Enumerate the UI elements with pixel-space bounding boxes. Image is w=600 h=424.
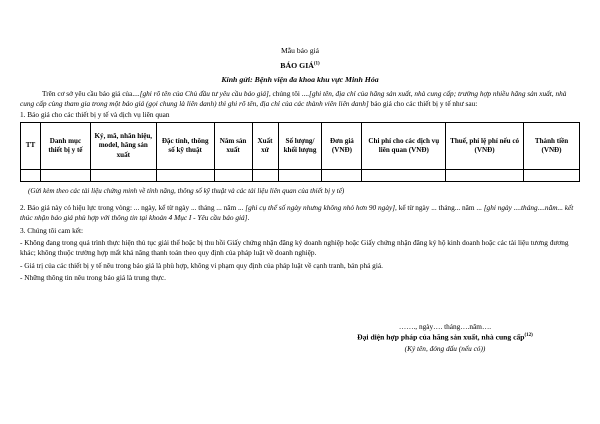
table-cell [40,169,90,181]
col-header-tt: TT [21,122,41,169]
table-cell [362,169,446,181]
table-cell [21,169,41,181]
table-cell [90,169,156,181]
col-header-model: Ký, mã, nhãn hiệu, model, hãng sản xuất [90,122,156,169]
representative-title [310,332,580,343]
intro-text-1: Trên cơ sở yêu cầu báo giá của.... [42,88,140,98]
form-name: Mẫu báo giá [281,46,319,55]
section-2-text-c: , kể từ ngày ... tháng... năm ... [395,203,484,213]
section-2-text-e: . [247,213,250,223]
representative-title-text: Đại diện hợp pháp của hãng sản xuất, nhà cung cấp [357,332,525,342]
table-cell [278,169,322,181]
intro-paragraph [20,89,580,110]
commitment-item: - Những thông tin nêu trong báo giá là trung thực. [20,273,166,283]
quote-table [20,122,580,182]
col-header-total: Thành tiền (VNĐ) [524,122,580,169]
col-header-service-cost: Chi phí cho các dịch vụ liên quan (VNĐ) [362,122,446,169]
col-header-specs: Đặc tính, thông số kỹ thuật [156,122,214,169]
col-header-tax: Thuế, phí lệ phí nếu có (VNĐ) [446,122,524,169]
intro-text-3: , chúng tôi .... [268,88,309,98]
signature-date-line: ……., ngày…. tháng….năm…. [398,322,492,331]
table-header-row [21,122,580,169]
signature-block [310,322,580,354]
table-note: (Gửi kèm theo các tài liệu chứng minh về tính năng, thông số kỹ thuật và các tài liệu liên quan của thiết bị y tế) [28,186,345,195]
col-header-device: Danh mục thiết bị y tế [40,122,90,169]
commitment-item: - Giá trị của các thiết bị y tế nêu trong báo giá là phù hợp, không vi phạm quy định của pháp luật về cạnh tranh, bán phá giá. [20,260,383,270]
table-cell [156,169,214,181]
title-footnote: (1) [313,61,320,67]
signature-instruction: (Ký tên, đóng dấu (nếu có)) [404,343,486,353]
col-header-origin: Xuất xứ [252,122,278,169]
section-2-text-d: [ghi ngày ....tháng....năm... kết thúc nhận báo giá phù hợp với thông tin tại khoản 4 Mục I - Yêu cầu báo giá] [20,203,574,223]
section-3-heading: 3. Chúng tôi cam kết: [20,225,84,235]
col-header-unit-price: Đơn giá (VNĐ) [322,122,362,169]
table-cell [524,169,580,181]
table-cell [252,169,278,181]
table-cell [214,169,252,181]
document-title [20,60,580,71]
section-2-paragraph [20,203,580,224]
intro-text-2: [ghi rõ tên của Chủ đầu tư yêu cầu báo giá] [139,88,269,98]
representative-footnote: (12) [524,333,533,339]
section-2-text-a: 2. Báo giá này có hiệu lực trong vòng: ... ngày, kể từ ngày ... tháng ... năm ... [20,203,246,213]
intro-text-4: [ghi tên, địa chỉ của hãng sản xuất, nhà cung cấp; trường hợp nhiều hãng sản xuất, nhà cung cấp cùng tham gia trong một báo giá (gọi chung là liên danh) thì ghi rõ tên, địa chỉ của các thành viên liên danh] [20,88,567,109]
table-cell [322,169,362,181]
col-header-year: Năm sản xuất [214,122,252,169]
title-text: BÁO GIÁ [280,60,314,70]
section-1-heading: 1. Báo giá cho các thiết bị y tế và dịch vụ liên quan [20,109,170,119]
section-2-text-b: [ghi cụ thể số ngày nhưng không nhỏ hơn 90 ngày] [245,203,396,213]
table-cell [446,169,524,181]
addressee: Kính gửi: Bệnh viện đa khoa khu vực Minh Hóa [221,74,379,84]
col-header-quantity: Số lượng/ khối lượng [278,122,322,169]
intro-text-5: báo giá cho các thiết bị y tế như sau: [368,99,478,109]
commitment-item: - Không đang trong quá trình thực hiện thủ tục giải thể hoặc bị thu hồi Giấy chứng nhận đăng ký doanh nghiệp hoặc Giấy chứng nhận đăng ký hộ kinh doanh hoặc các tài liệu tương đương khác; không thuộc trường hợp mất khả năng thanh toán theo quy định của pháp luật về doanh nghiệp. [20,238,569,258]
table-row [21,169,580,181]
